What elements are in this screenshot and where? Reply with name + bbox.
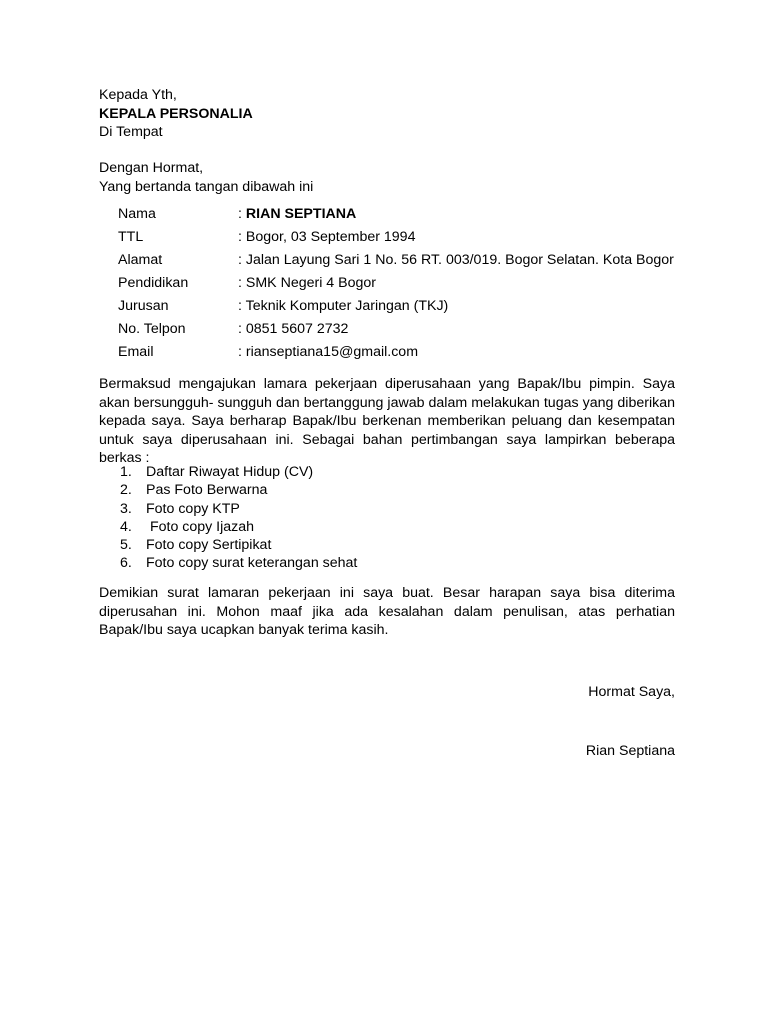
- detail-label: Pendidikan: [118, 275, 189, 291]
- detail-label: No. Telpon: [118, 321, 186, 337]
- detail-value: : Teknik Komputer Jaringan (TKJ): [238, 298, 449, 314]
- detail-value: : Jalan Layung Sari 1 No. 56 RT. 003/019. Bogor Selatan. Kota Bogor: [238, 252, 674, 268]
- detail-row-email: [118, 343, 688, 366]
- addressee-place: Di Tempat: [99, 124, 163, 140]
- greeting-line: Dengan Hormat,: [99, 160, 204, 176]
- body-paragraph-closing: Demikian surat lamaran pekerjaan ini saya buat. Besar harapan saya bisa diterima diperusahan ini. Mohon maaf jika ada kesalahan dalam penulisan, atas perhatian Bapak/Ibu saya ucapkan banyak terima kasih.: [99, 585, 675, 638]
- detail-label: Alamat: [118, 252, 163, 268]
- greeting-block: [99, 159, 675, 196]
- list-item: 3. Foto copy KTP: [120, 500, 240, 517]
- detail-row-telpon: [118, 320, 688, 343]
- detail-value: : RIAN SEPTIANA: [238, 206, 357, 222]
- detail-label: Nama: [118, 206, 156, 222]
- list-item: 4. Foto copy Ijazah: [120, 518, 255, 535]
- detail-row-alamat: [118, 251, 688, 274]
- detail-row-jurusan: [118, 297, 688, 320]
- body-paragraph-intent: Bermaksud mengajukan lamara pekerjaan diperusahaan yang Bapak/Ibu pimpin. Saya akan bersungguh- sungguh dan bertanggung jawab dalam melakukan tugas yang diberikan kepada saya. Saya berharap Bapak/Ibu berkenan memberikan peluang dan kesempatan untuk saya diperusahaan ini. Sebagai bahan pertimbangan saya lampirkan beberapa berkas :: [99, 376, 675, 466]
- list-item: 5. Foto copy Sertipikat: [120, 537, 272, 554]
- detail-row-pendidikan: [118, 274, 688, 297]
- addressee-title: KEPALA PERSONALIA: [99, 105, 253, 122]
- detail-value: : SMK Negeri 4 Bogor: [238, 275, 376, 291]
- list-item: 1. Daftar Riwayat Hidup (CV): [120, 464, 314, 480]
- list-item: 6. Foto copy surat keterangan sehat: [120, 555, 358, 572]
- detail-value: : 0851 5607 2732: [238, 321, 349, 337]
- addressee-block: [99, 86, 675, 142]
- list-item: 2. Pas Foto Berwarna: [120, 482, 268, 499]
- detail-label: TTL: [118, 229, 144, 245]
- detail-value: : Bogor, 03 September 1994: [238, 229, 416, 245]
- closing-salutation: Hormat Saya,: [588, 684, 675, 700]
- addressee-salutation: Kepada Yth,: [99, 87, 177, 103]
- signer-name: Rian Septiana: [585, 743, 675, 759]
- detail-label: Jurusan: [118, 298, 169, 314]
- detail-row-nama: [118, 205, 688, 228]
- attachment-list: [120, 463, 520, 573]
- applicant-details: [118, 205, 688, 366]
- detail-value: : rianseptiana15@gmail.com: [238, 344, 419, 360]
- applicant-name: RIAN SEPTIANA: [245, 206, 357, 222]
- intro-line: Yang bertanda tangan dibawah ini: [99, 178, 314, 195]
- detail-label: Email: [118, 344, 154, 360]
- detail-row-ttl: [118, 228, 688, 251]
